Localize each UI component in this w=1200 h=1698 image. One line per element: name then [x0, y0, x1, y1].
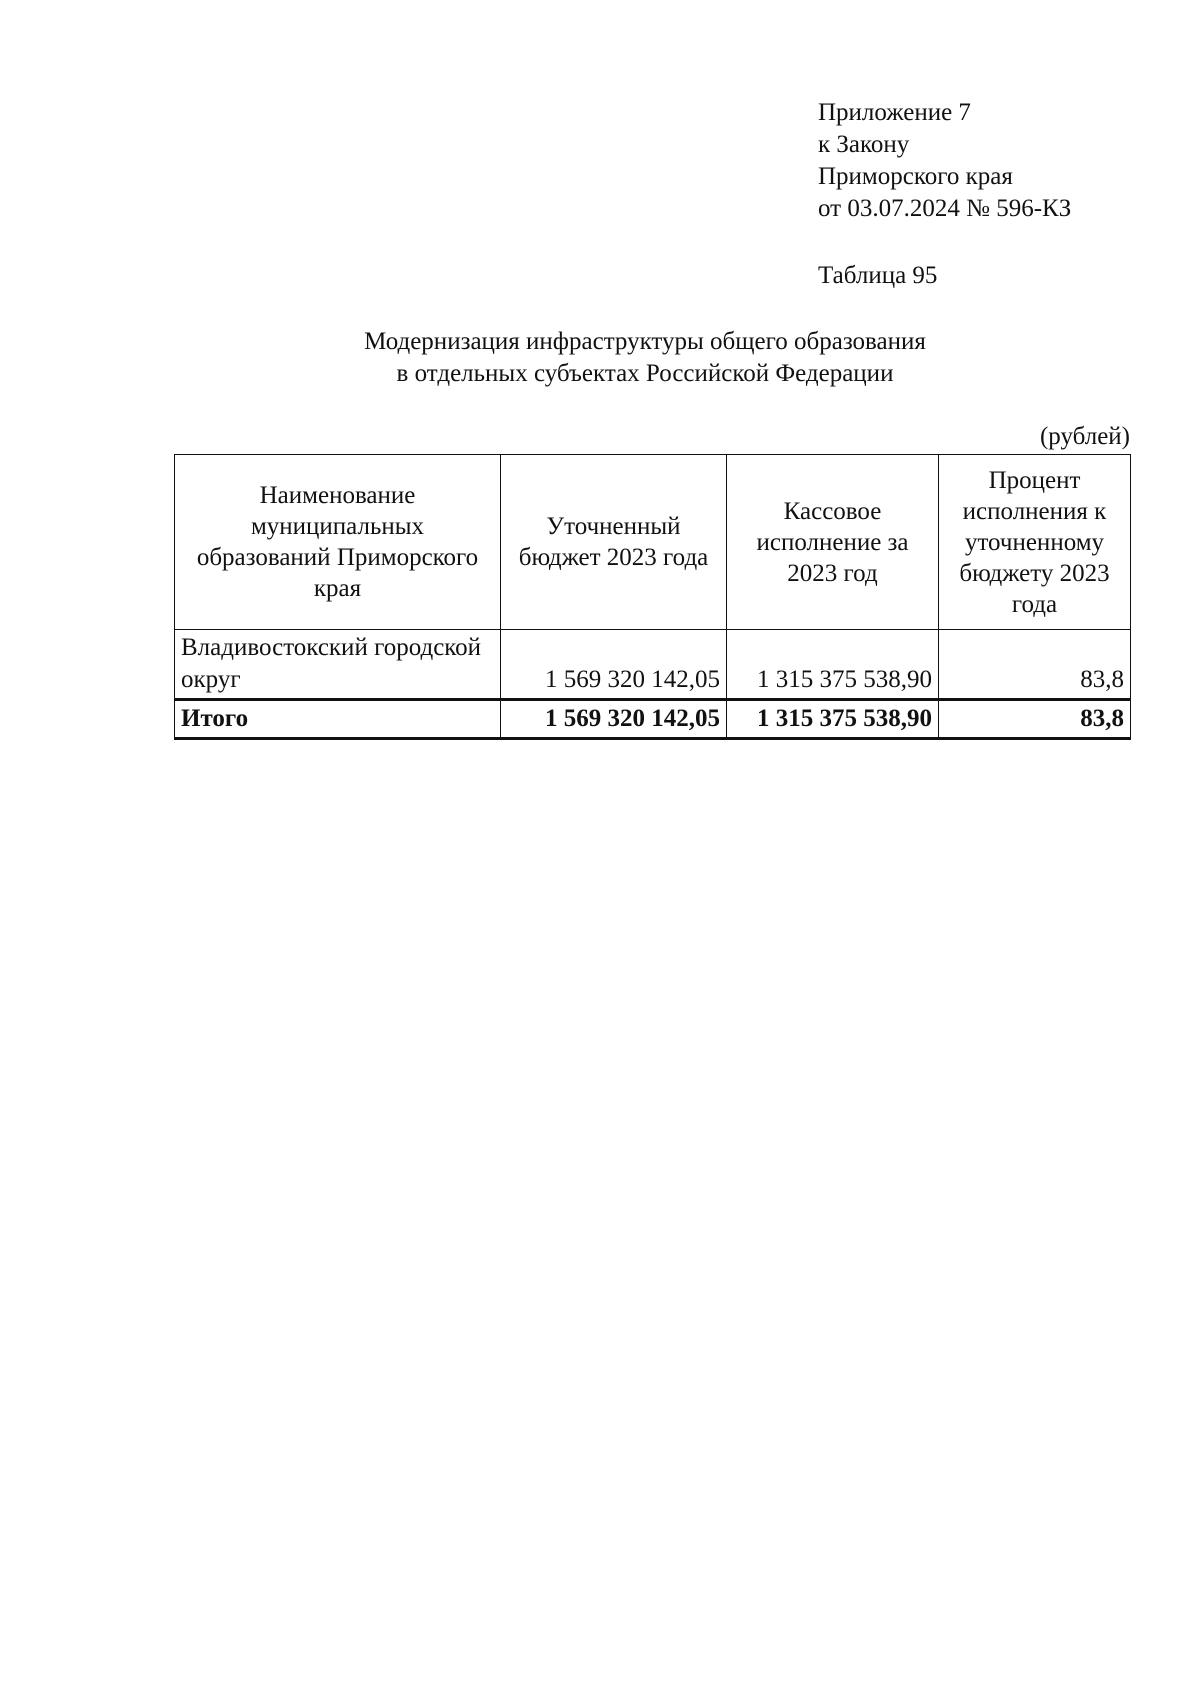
units-label: (рублей) — [1039, 423, 1130, 450]
percent-value: 83,8 — [939, 630, 1131, 700]
total-label: Итого — [175, 700, 501, 739]
execution-value: 1 315 375 538,90 — [727, 630, 939, 700]
column-header-budget: Уточненный бюджет 2023 года — [501, 455, 727, 630]
column-header-execution: Кассовое исполнение за 2023 год — [727, 455, 939, 630]
appendix-line: Приложение 7 — [818, 99, 971, 126]
total-budget-value: 1 569 320 142,05 — [501, 700, 727, 739]
appendix-line: Приморского края — [818, 163, 1013, 190]
total-execution-value: 1 315 375 538,90 — [727, 700, 939, 739]
title-line: Модернизация инфраструктуры общего образования — [364, 328, 926, 355]
budget-value: 1 569 320 142,05 — [501, 630, 727, 700]
table-number: Таблица 95 — [818, 262, 938, 289]
column-header-municipality: Наименование муниципальных образований Приморского края — [175, 455, 501, 630]
column-header-percent: Процент исполнения к уточненному бюджету 2023 года — [939, 455, 1131, 630]
document-title — [230, 326, 1060, 390]
budget-table — [174, 454, 1131, 740]
total-percent-value: 83,8 — [939, 700, 1131, 739]
appendix-header — [818, 97, 1071, 225]
appendix-line: от 03.07.2024 № 596-КЗ — [818, 195, 1072, 222]
table-row — [175, 630, 1131, 700]
appendix-line: к Закону — [818, 131, 910, 158]
table-header-row — [175, 455, 1131, 630]
title-line: в отдельных субъектах Российской Федерации — [396, 360, 894, 387]
total-row — [175, 700, 1131, 739]
municipality-name: Владивостокский городской округ — [175, 630, 501, 700]
